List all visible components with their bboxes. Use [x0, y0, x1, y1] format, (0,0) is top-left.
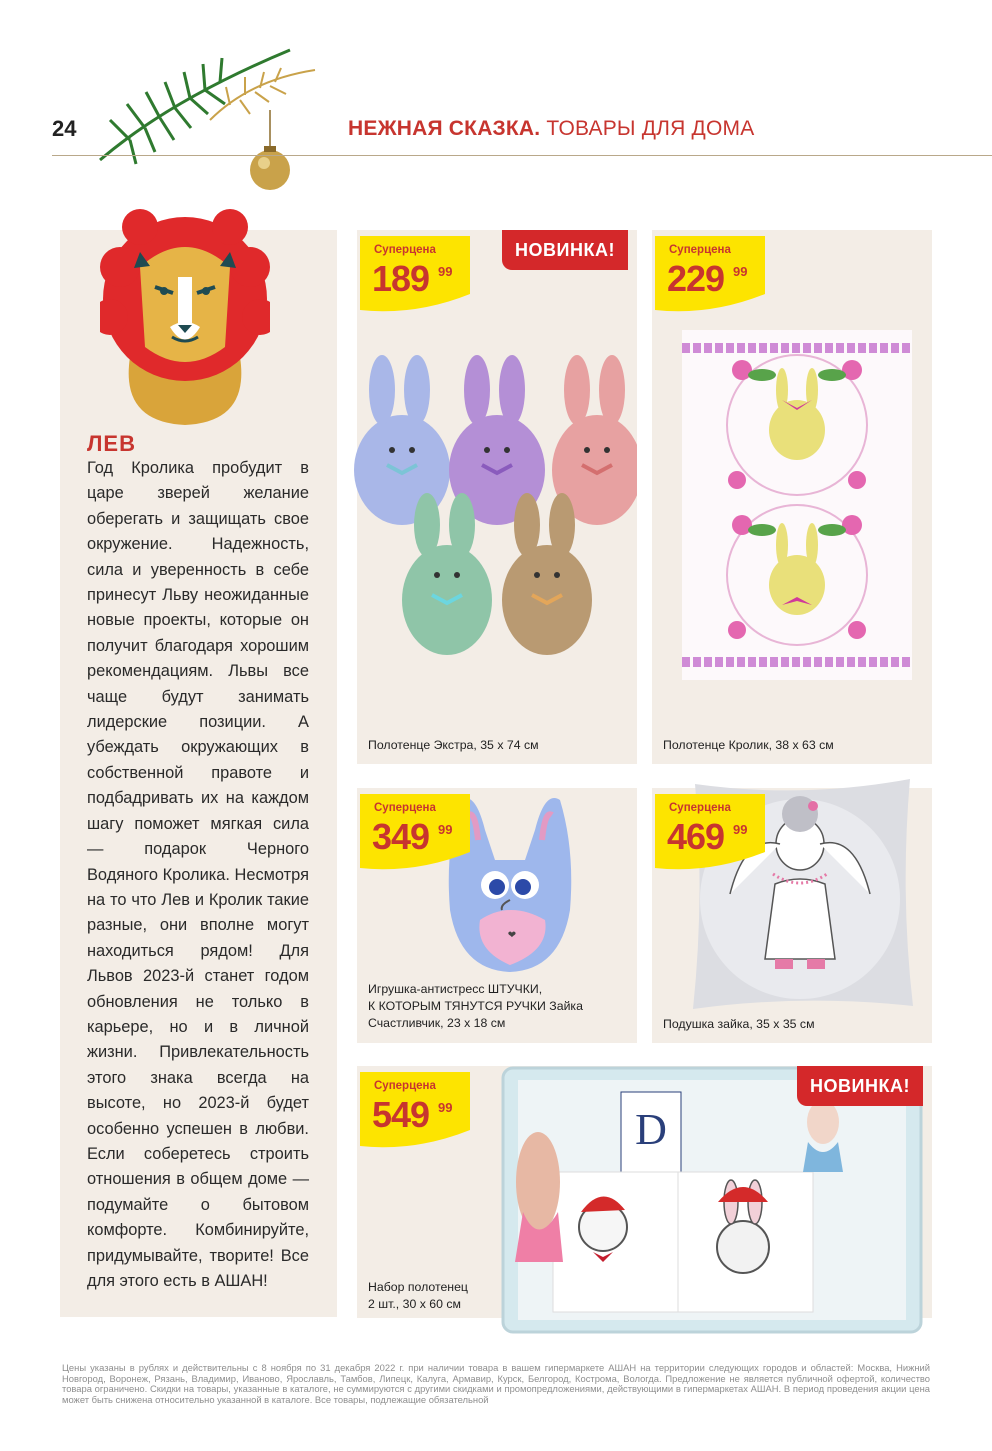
- caption-line: 2 шт., 30 х 60 см: [368, 1297, 461, 1311]
- price-value: 189: [372, 258, 430, 299]
- section-title-rest: ТОВАРЫ ДЛЯ ДОМА: [540, 117, 755, 140]
- horoscope-text: Год Кролика пробудит в царе зверей желание оберегать и защищать свое окружение. Надежность, сила и уверенность в себе принесут Льву неожиданные новые проекты, которые он получит благодаря хорошим рекомендациям. Львы все чаще будут занимать лидерские позиции. А убеждать окружающих в собственной правоте и подбадривать их на каждом шагу поможет мягкая сила — подарок Черного Водяного Кролика. Несмотря на то что Лев и Кролик такие разные, они вполне могут находиться рядом! Для Львов 2023-й станет годом обновления не только в карьере, но и в личной жизни. Привлекательность этого знака всегда на высоте, но 2023-й будет особенно успешен в любви. Если соберетесь строить отношения в общем доме — подумайте о бытовом комфорте. Комбинируйте, придумывайте, творите! Все для этого есть в АШАН!: [87, 459, 309, 1290]
- price-cents: 99: [438, 822, 453, 837]
- brand-logo-mark: D: [635, 1105, 667, 1154]
- price-value: 349: [372, 816, 430, 857]
- header-divider: [52, 155, 992, 156]
- legal-footnote: Цены указаны в рублях и действительны с 8 ноября по 31 декабря 2022 г. при наличии товара в вашем гипермаркете АШАН на территории следующих городов и областей: Москва, Нижний Новгород, Воронеж, Рязань, Владимир, Иваново, Ярославль, Тамбов, Липецк, Калуга, Армавир, Курск, Белгород, Кострома, Вологда. Предложение не является публичной офертой, количество товара ограничено. Скидки на товары, указанные в каталоге, не суммируются с другими скидками и промопредложениями, действующими в гипермаркетах АШАН. В период проведения акции цена может быть снижена относительно указанной в каталоге. Все товары, подлежащие обязательной: [62, 1362, 930, 1405]
- price-label: Суперцена: [374, 1080, 436, 1092]
- bunny-towels-image: [347, 350, 637, 670]
- caption-line: К КОТОРЫМ ТЯНУТСЯ РУЧКИ Зайка: [368, 999, 583, 1013]
- price-label: Суперцена: [669, 244, 731, 256]
- section-title: [348, 117, 754, 141]
- price-cents: 99: [733, 264, 748, 279]
- price-badge: [655, 794, 765, 874]
- toy-heart-text: ❤: [507, 930, 517, 941]
- product-caption: Подушка зайка, 35 х 35 см: [663, 1017, 815, 1031]
- new-badge: НОВИНКА!: [797, 1066, 923, 1106]
- product-caption: [368, 981, 583, 1032]
- christmas-branch-icon: [90, 10, 320, 190]
- price-cents: 99: [438, 264, 453, 279]
- caption-line: Игрушка-антистресс ШТУЧКИ,: [368, 982, 543, 996]
- caption-line: Счастливчик, 23 х 18 см: [368, 1016, 506, 1030]
- product-caption: [368, 1279, 468, 1313]
- price-label: Суперцена: [374, 802, 436, 814]
- price-cents: 99: [438, 1100, 453, 1115]
- product-caption: Полотенце Кролик, 38 х 63 см: [663, 738, 834, 752]
- price-badge: [360, 1072, 470, 1152]
- lion-icon: [100, 207, 270, 427]
- new-badge: НОВИНКА!: [502, 230, 628, 270]
- price-label: Суперцена: [669, 802, 731, 814]
- price-value: 469: [667, 816, 725, 857]
- price-value: 229: [667, 258, 725, 299]
- section-title-accent: НЕЖНАЯ СКАЗКА.: [348, 117, 541, 140]
- price-badge: [360, 236, 470, 316]
- price-badge: [655, 236, 765, 316]
- horoscope-title: ЛЕВ: [87, 431, 136, 456]
- price-value: 549: [372, 1094, 430, 1135]
- product-caption: Полотенце Экстра, 35 х 74 см: [368, 738, 539, 752]
- caption-line: Набор полотенец: [368, 1280, 468, 1294]
- page-number: 24: [52, 116, 77, 141]
- rabbit-towel-image: [682, 330, 912, 680]
- price-label: Суперцена: [374, 244, 436, 256]
- price-cents: 99: [733, 822, 748, 837]
- price-badge: [360, 794, 470, 874]
